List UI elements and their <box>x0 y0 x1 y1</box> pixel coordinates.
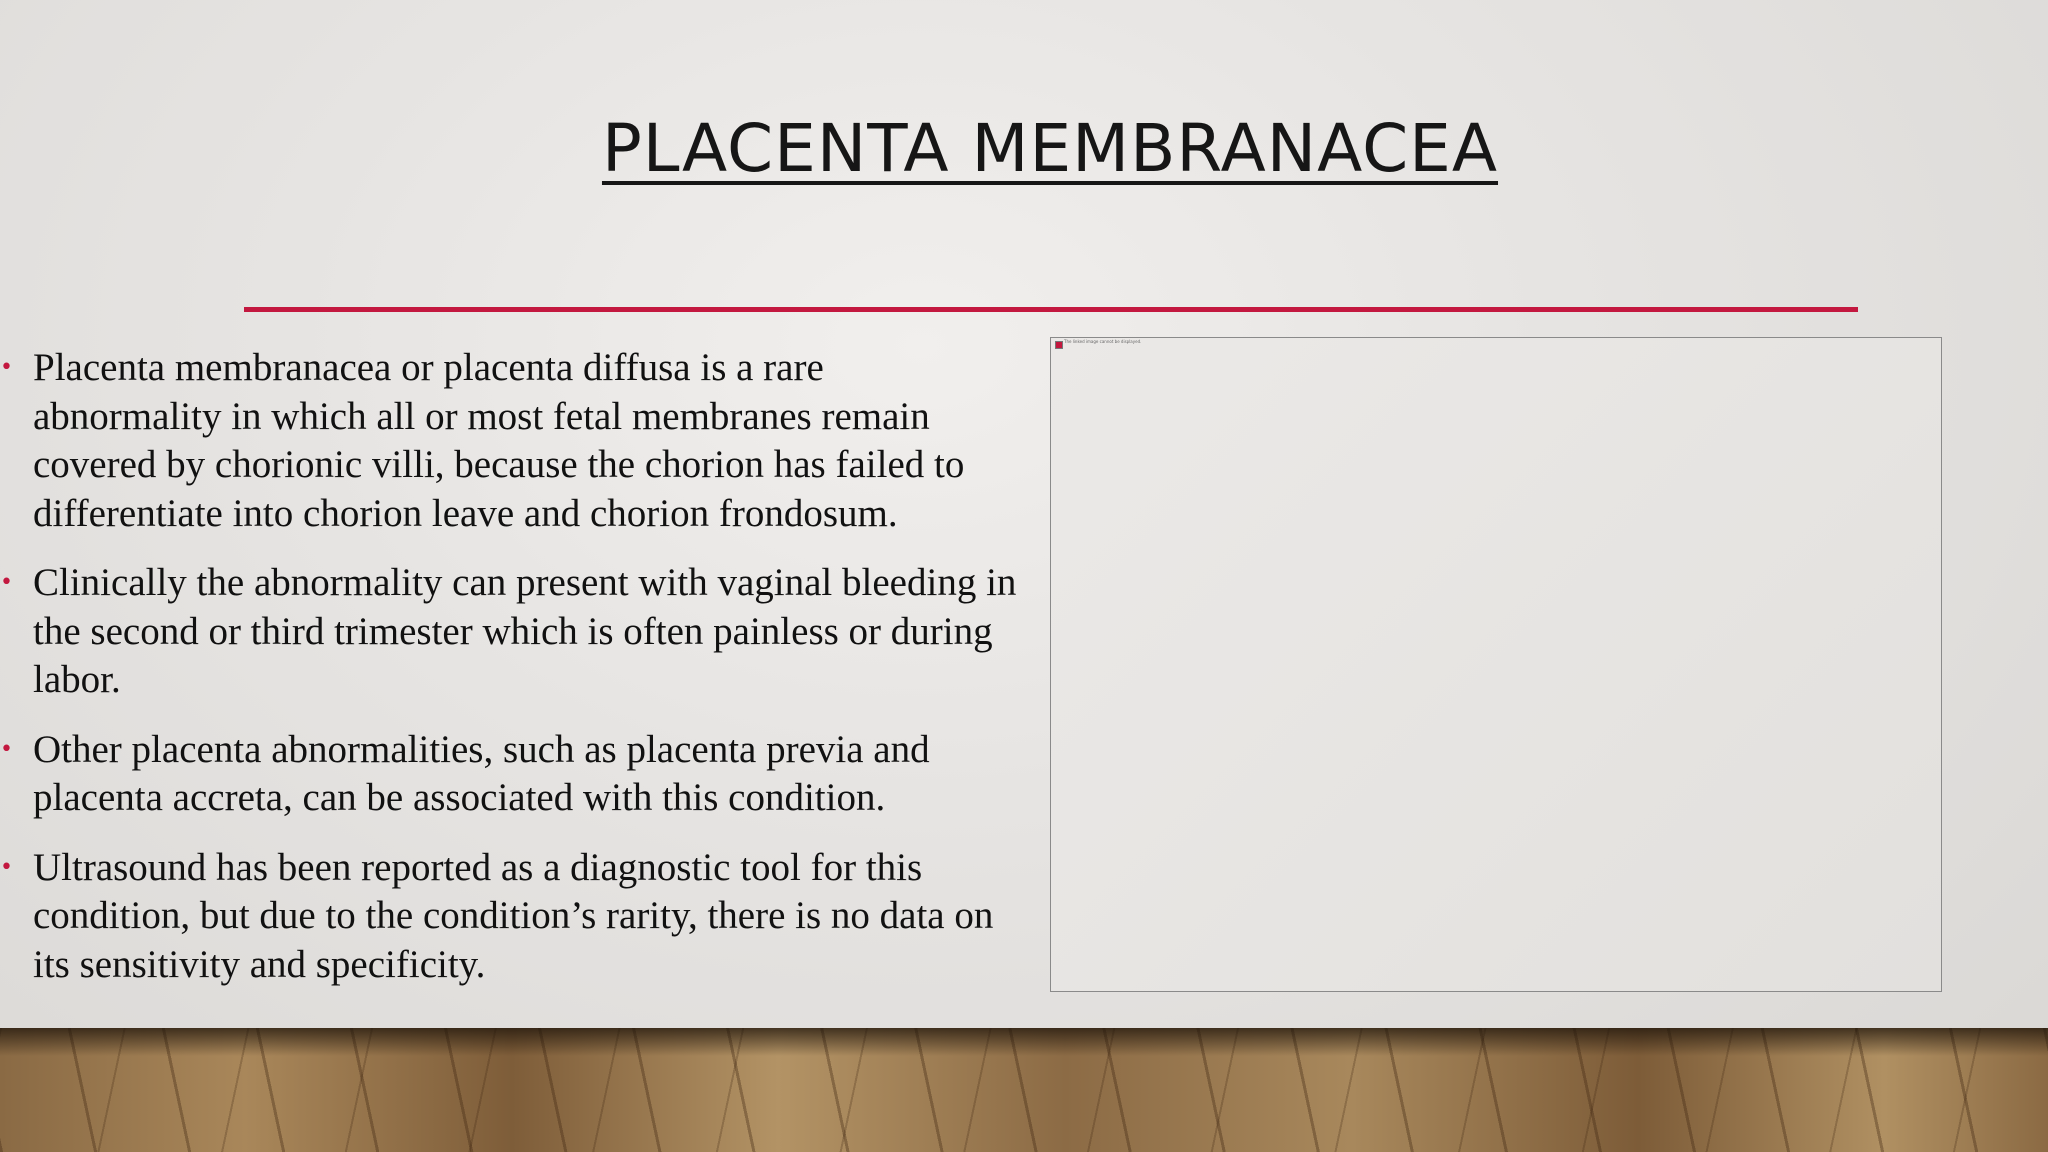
image-placeholder-caption: The linked image cannot be displayed. <box>1064 339 1142 344</box>
list-item <box>0 844 1020 990</box>
floor-shadow <box>0 1028 2048 1056</box>
bullet-icon: • <box>0 854 13 880</box>
slide-title: PLACENTA MEMBRANACEA <box>601 110 1499 187</box>
list-item <box>0 726 1020 823</box>
bullet-text: Other placenta abnormalities, such as placenta previa and placenta accreta, can be associated with this condition. <box>33 727 930 819</box>
bullet-icon: • <box>0 736 13 762</box>
bullet-text: Placenta membranacea or placenta diffusa is a rare abnormality in which all or most fetal membranes remain covered by chorionic villi, because the chorion has failed to differentiate into chorion leave and chorion frondosum. <box>33 346 965 535</box>
bullet-list <box>0 344 1020 1010</box>
list-item <box>0 344 1020 538</box>
list-item <box>0 559 1020 705</box>
bullet-text: Clinically the abnormality can present with vaginal bleeding in the second or third trimester which is often painless or during labor. <box>33 561 1017 701</box>
bullet-text: Ultrasound has been reported as a diagnostic tool for this condition, but due to the condition’s rarity, there is no data on its sensitivity and specificity. <box>33 845 994 986</box>
bullet-icon: • <box>0 355 13 380</box>
image-placeholder <box>1050 337 1942 992</box>
broken-image-icon <box>1055 341 1063 349</box>
title-divider <box>244 307 1858 312</box>
bullet-icon: • <box>0 570 13 595</box>
wooden-floor-decoration <box>0 1028 2048 1152</box>
